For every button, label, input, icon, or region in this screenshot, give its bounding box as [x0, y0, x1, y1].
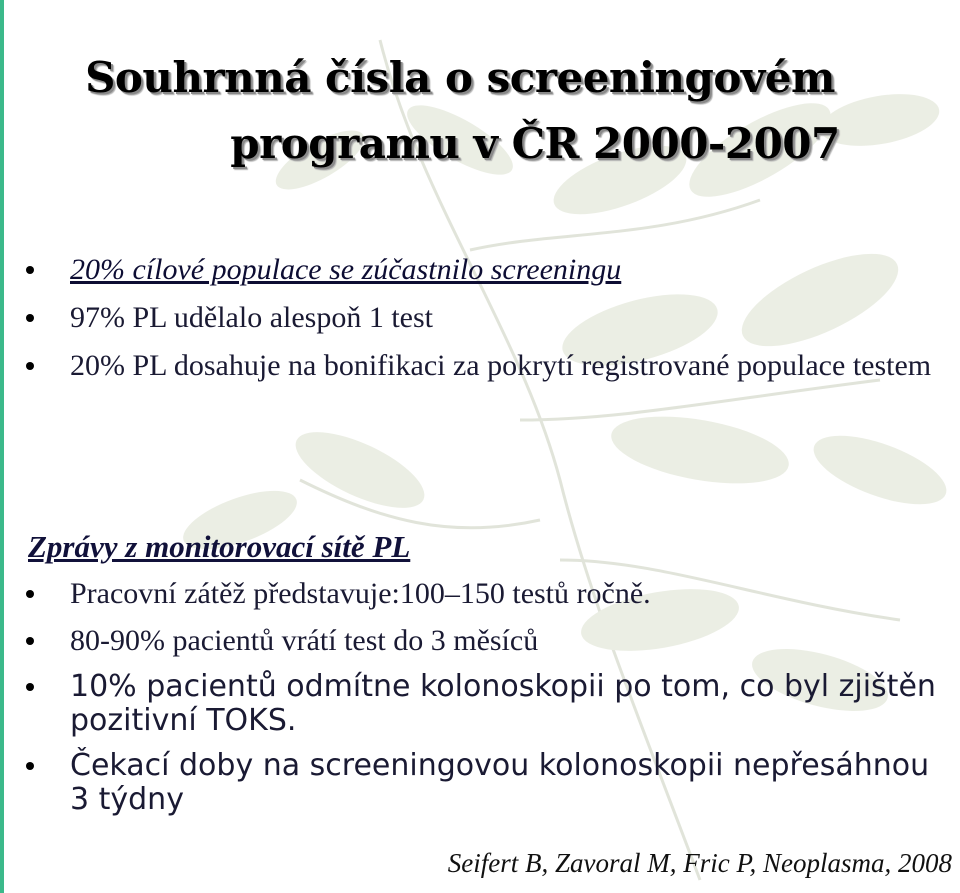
slide-title-line2: programu v ČR 2000-2007: [230, 119, 840, 168]
bullet-dot-icon: [26, 637, 34, 645]
bullet-item: [24, 576, 944, 612]
slide-title-line1: Souhrnná čísla o screeningovém: [85, 53, 835, 102]
bullet-item: [24, 670, 944, 738]
bullet-text: Čekací doby na screeningovou kolonoskopii nepřesáhnou 3 týdny: [70, 748, 930, 817]
bullet-dot-icon: [26, 590, 34, 598]
bullet-dot-icon: [26, 314, 34, 322]
bullet-item: [24, 300, 944, 336]
bullet-text: 20% PL dosahuje na bonifikaci za pokrytí registrované populace testem: [70, 349, 932, 382]
bullet-dot-icon: [26, 762, 34, 770]
bullet-text: 80-90% pacientů vrátí test do 3 měsíců: [70, 624, 539, 657]
monitoring-bullet-list: [24, 576, 944, 828]
section-heading: Zprávy z monitorovací sítě PL: [28, 529, 411, 564]
bullet-item: [24, 623, 944, 659]
bullet-dot-icon: [26, 266, 34, 274]
bullet-dot-icon: [26, 362, 34, 370]
bullet-item: [24, 252, 944, 288]
bullet-text: 97% PL udělalo alespoň 1 test: [70, 301, 433, 334]
bullet-item: [24, 749, 944, 817]
slide-title: [0, 45, 960, 177]
summary-bullet-list: [24, 252, 944, 396]
bullet-dot-icon: [26, 683, 34, 691]
bullet-text: 20% cílové populace se zúčastnilo screeningu: [70, 253, 622, 286]
bullet-item: [24, 348, 944, 384]
bullet-text: Pracovní zátěž představuje:100–150 testů ročně.: [70, 577, 651, 610]
bullet-text: 10% pacientů odmítne kolonoskopii po tom, co byl zjištěn pozitivní TOKS.: [70, 669, 936, 738]
citation: Seifert B, Zavoral M, Fric P, Neoplasma, 2008: [447, 848, 952, 878]
